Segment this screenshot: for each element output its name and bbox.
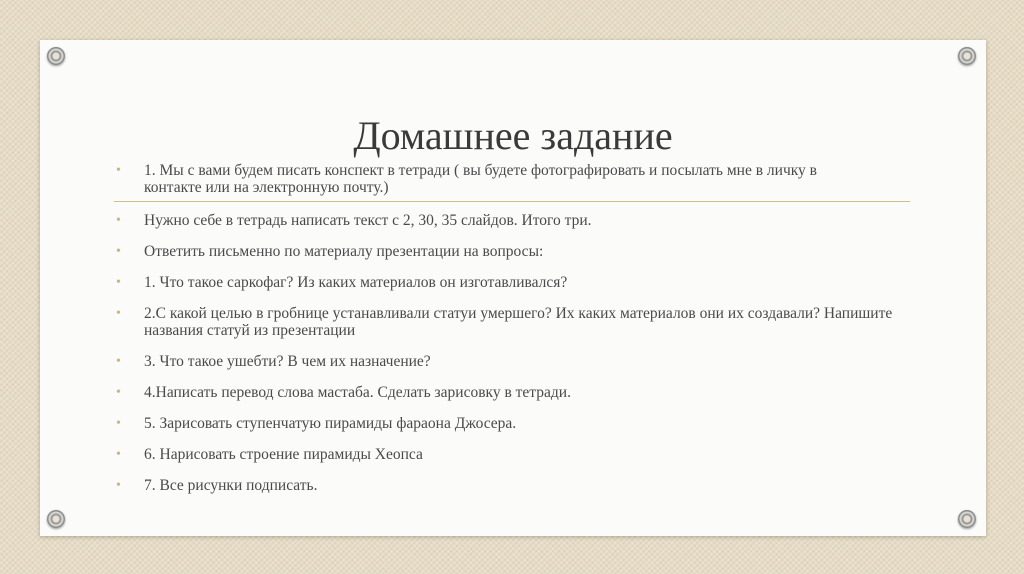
rivet-icon — [958, 510, 976, 528]
rivet-icon — [47, 510, 65, 528]
list-item: • 5. Зарисовать ступенчатую пирамиды фараона Джосера. — [116, 415, 916, 432]
list-item: • Ответить письменно по материалу презентации на вопросы: — [116, 243, 916, 260]
list-item: • 2.С какой целью в гробнице устанавливали статуи умершего? Их каких материалов они их создавали? Напишите названия статуй из презентации — [116, 305, 916, 339]
bullet-list — [116, 162, 916, 508]
list-item: • 3. Что такое ушебти? В чем их назначение? — [116, 353, 916, 370]
list-item: • Нужно себе в тетрадь написать текст с 2, 30, 35 слайдов. Итого три. — [116, 212, 916, 229]
list-item: • 6. Нарисовать строение пирамиды Хеопса — [116, 446, 916, 463]
rivet-icon — [47, 47, 65, 65]
list-item: • 4.Написать перевод слова мастаба. Сделать зарисовку в тетради. — [116, 384, 916, 401]
rivet-icon — [958, 47, 976, 65]
list-item: • 1. Что такое саркофаг? Из каких материалов он изготавливался? — [116, 274, 916, 291]
list-item: • 7. Все рисунки подписать. — [116, 477, 916, 494]
list-item: • 1. Мы с вами будем писать конспект в тетради ( вы будете фотографировать и посылать мне в личку в контакте или на электронную почту.) — [116, 162, 916, 196]
slide-card — [40, 40, 986, 536]
slide-title: Домашнее задание — [353, 113, 673, 158]
